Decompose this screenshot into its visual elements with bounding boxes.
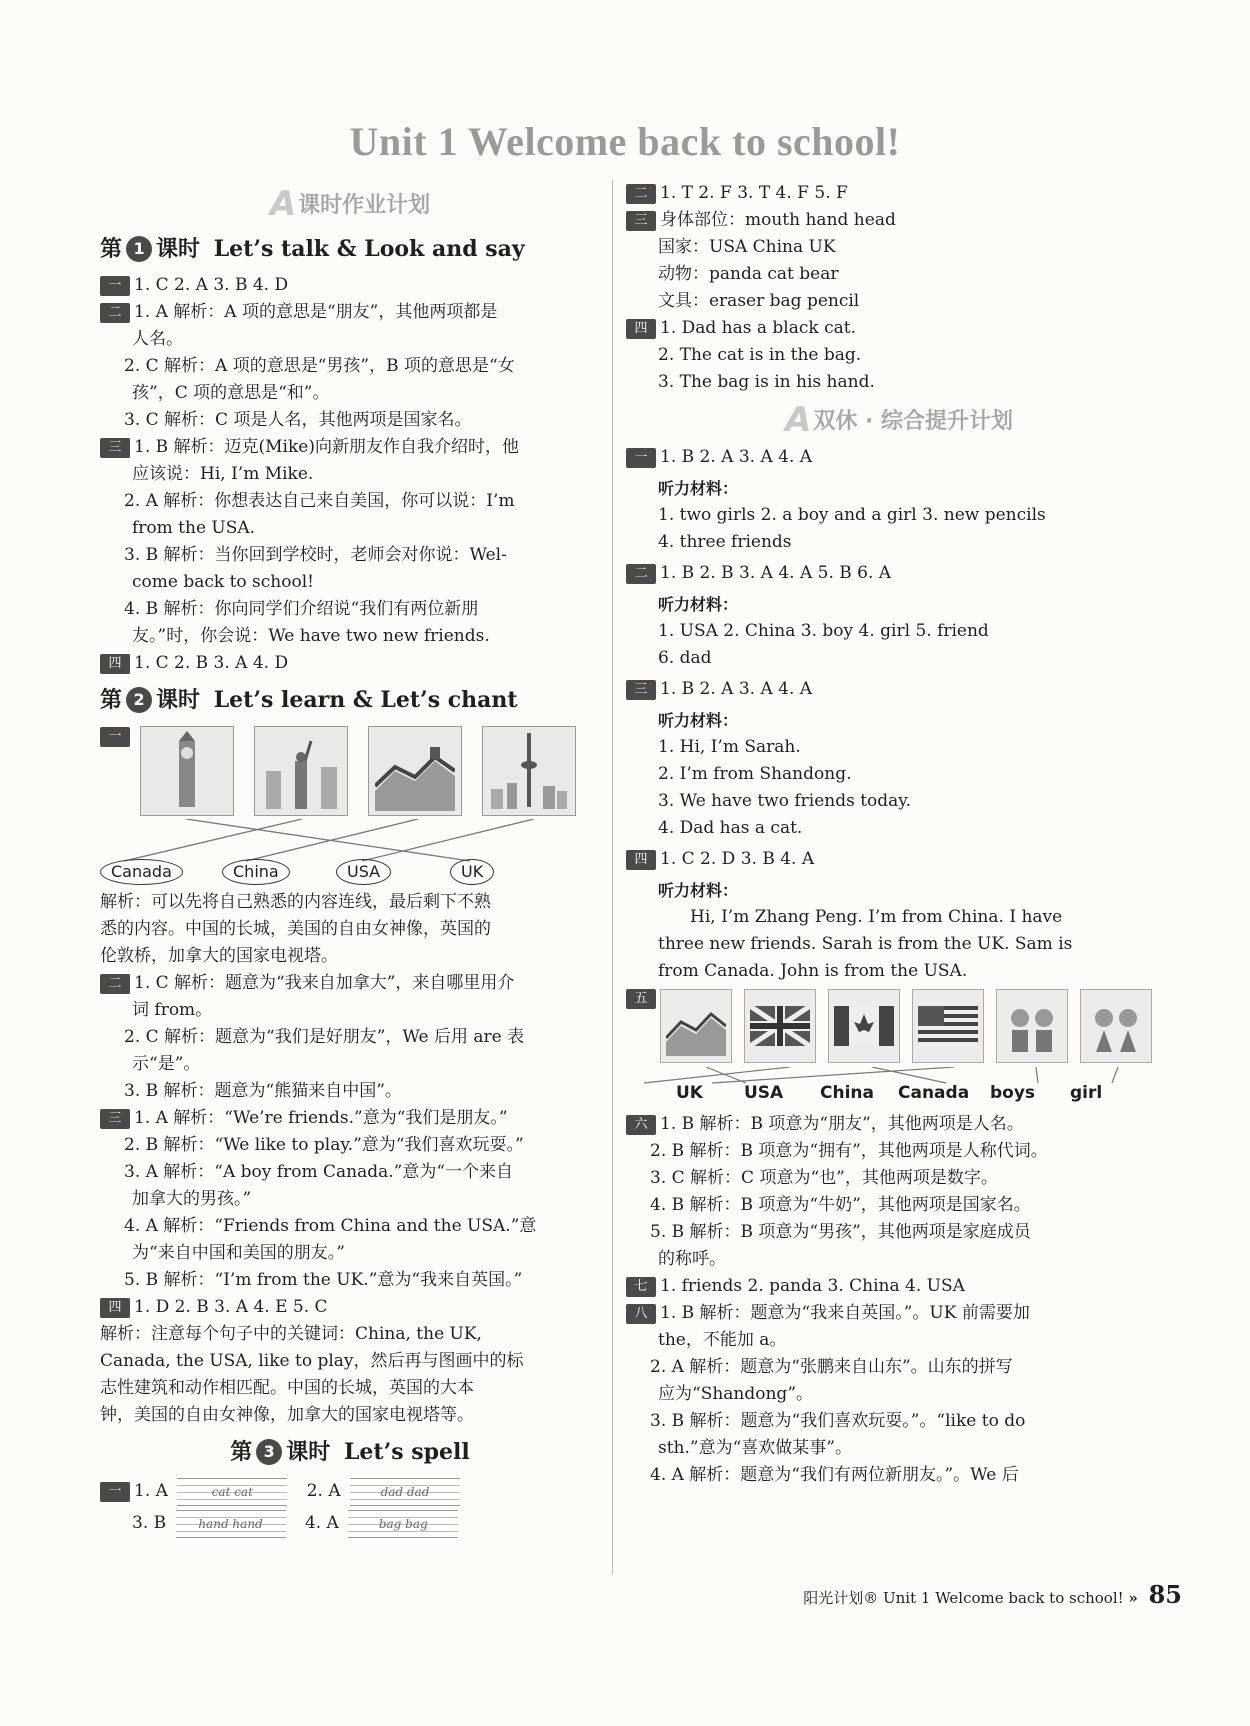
- answer-line: come back to school!: [132, 572, 314, 592]
- handwriting-line: hand hand: [176, 1510, 286, 1538]
- answer-line: 动物：panda cat bear: [658, 264, 839, 284]
- answer-line: 七 1. friends 2. panda 3. China 4. USA: [626, 1273, 1172, 1300]
- answer-line: 加拿大的男孩。”: [132, 1189, 252, 1209]
- answer-line: 4. B 解析：你向同学们介绍说“我们有两位新朋: [124, 599, 479, 619]
- listening-label: 听力材料：: [658, 711, 739, 730]
- uk-flag-icon: [744, 989, 816, 1063]
- footer-brand: 阳光计划®: [803, 1589, 879, 1607]
- listening-line: 1. two girls 2. a boy and a girl 3. new pencils: [658, 505, 1046, 525]
- word-oval-china: China: [222, 859, 290, 885]
- left-column: [100, 180, 600, 1539]
- section-marker: 五: [626, 989, 656, 1009]
- statue-of-liberty-icon: [254, 726, 348, 816]
- section-marker: 二: [626, 564, 656, 584]
- answer-line: 3. B 解析：题意为“我们喜欢玩耍。”。“like to do: [650, 1411, 1026, 1431]
- answer-line: 5. B 解析：B 项意为“男孩”，其他两项是家庭成员: [650, 1222, 1031, 1242]
- answer-line: 孩”，C 项的意思是“和”。: [132, 383, 330, 403]
- page-footer: [722, 1580, 1182, 1609]
- listening-line: 1. USA 2. China 3. boy 4. girl 5. friend: [658, 621, 989, 641]
- column-divider: [612, 180, 613, 1575]
- listening-label: 听力材料：: [658, 595, 739, 614]
- match-word-canada: Canada: [898, 1083, 970, 1103]
- answer-line: 一 1. C 2. A 3. B 4. D: [100, 272, 600, 299]
- answer-line: 3. A 解析：“A boy from Canada.”意为“一个来自: [124, 1162, 514, 1182]
- answer-line: 三 1. B 2. A 3. A 4. A: [626, 676, 1172, 703]
- answer-line: 2. B 解析：“We like to play.”意为“我们喜欢玩耍。”: [124, 1135, 524, 1155]
- word-oval-canada: Canada: [100, 859, 183, 885]
- listening-line: 1. Hi, I’m Sarah.: [658, 737, 801, 757]
- answer-line: 3. B hand hand 4. A bag bag: [100, 1507, 600, 1539]
- answer-line: 应为“Shandong”。: [658, 1384, 814, 1404]
- section-marker: 三: [100, 438, 130, 458]
- listening-label: 听力材料：: [658, 881, 739, 900]
- answer-line: from the USA.: [132, 518, 256, 538]
- word-oval-usa: USA: [336, 859, 391, 885]
- plan-heading-weekend: A双休 · 综合提升计划: [784, 400, 1013, 440]
- answer-line: 2. C 解析：A 项的意思是“男孩”，B 项的意思是“女: [124, 356, 515, 376]
- answer-line: 三 1. B 解析：迈克(Mike)向新朋友作自我介绍时，他: [100, 434, 600, 461]
- answer-line: the，不能加 a。: [658, 1330, 787, 1350]
- canada-flag-icon: [828, 989, 900, 1063]
- answer-line: 的称呼。: [658, 1249, 726, 1269]
- analysis-line: 志性建筑和动作相匹配。中国的长城，英国的大本: [100, 1378, 474, 1398]
- right-column: [626, 180, 1172, 1489]
- answer-line: 国家：USA China UK: [658, 237, 836, 257]
- country-words: [100, 819, 600, 889]
- answer-line: 2. The cat is in the bag.: [658, 345, 862, 365]
- handwriting-line: bag bag: [348, 1510, 458, 1538]
- word-oval-uk: UK: [450, 859, 494, 885]
- answer-line: 2. C 解析：题意为“我们是好朋友”，We 后用 are 表: [124, 1027, 525, 1047]
- answer-line: 4. B 解析：B 项意为“牛奶”，其他两项是国家名。: [650, 1195, 1031, 1215]
- big-ben-icon: [140, 726, 234, 816]
- boys-icon: [996, 989, 1068, 1063]
- answer-line: 3. C 解析：C 项意为“也”，其他两项是数字。: [650, 1168, 998, 1188]
- listening-line: 6. dad: [658, 648, 712, 668]
- answer-line: 八 1. B 解析：题意为“我来自英国。”。UK 前需要加: [626, 1300, 1172, 1327]
- listening-line: three new friends. Sarah is from the UK. Sam is: [658, 934, 1073, 954]
- lesson-3-heading: 第 3 课时 Let’s spell: [230, 1439, 470, 1465]
- answer-line: 词 from。: [132, 1000, 213, 1020]
- answer-line: 三 身体部位：mouth hand head: [626, 207, 1172, 234]
- answer-line: 4. A 解析：题意为“我们有两位新朋友。”。We 后: [650, 1465, 1019, 1485]
- answer-line: 二 1. T 2. F 3. T 4. F 5. F: [626, 180, 1172, 207]
- match-word-boys: boys: [990, 1083, 1036, 1103]
- matching-words: [626, 1067, 1172, 1111]
- section-marker: 八: [626, 1304, 656, 1324]
- usa-flag-icon: [912, 989, 984, 1063]
- answer-line: 2. A 解析：你想表达自己来自美国，你可以说：I’m: [124, 491, 515, 511]
- listening-line: 2. I’m from Shandong.: [658, 764, 852, 784]
- section-marker: 一: [100, 276, 130, 296]
- double-chevron-icon: »: [1128, 1589, 1138, 1607]
- match-word-uk: UK: [676, 1083, 703, 1103]
- matching-exercise: [626, 985, 1172, 1067]
- answer-line: 二 1. B 2. B 3. A 4. A 5. B 6. A: [626, 560, 1172, 587]
- section-marker: 七: [626, 1277, 656, 1297]
- answer-line: 六 1. B 解析：B 项意为“朋友”，其他两项是人名。: [626, 1111, 1172, 1138]
- a-plan-icon: A: [269, 184, 297, 224]
- answer-line: 2. A 解析：题意为“张鹏来自山东”。山东的拼写: [650, 1357, 1013, 1377]
- plan-heading-homework: A课时作业计划: [269, 184, 431, 224]
- landmark-pictures: [100, 723, 600, 819]
- page-title: Unit 1 Welcome back to school!: [349, 119, 901, 164]
- answer-line: 2. B 解析：B 项意为“拥有”，其他两项是人称代词。: [650, 1141, 1048, 1161]
- section-marker: 四: [100, 1298, 130, 1318]
- answer-line: 示“是”。: [132, 1054, 201, 1074]
- answer-line: 二 1. A 解析：A 项的意思是“朋友”，其他两项都是: [100, 299, 600, 326]
- section-marker: 三: [626, 211, 656, 231]
- answer-line: 人名。: [132, 329, 183, 349]
- a-plan-icon: A: [784, 400, 812, 440]
- listening-label: 听力材料：: [658, 479, 739, 498]
- section-marker: 一: [100, 1482, 130, 1502]
- section-marker: 三: [626, 680, 656, 700]
- matching-exercise: [100, 723, 600, 819]
- answer-line: 5. B 解析：“I’m from the UK.”意为“我来自英国。”: [124, 1270, 523, 1290]
- answer-line: 二 1. C 解析：题意为“我来自加拿大”，来自哪里用介: [100, 970, 600, 997]
- answer-line: 4. A 解析：“Friends from China and the USA.”意: [124, 1216, 537, 1236]
- answer-line: 3. The bag is in his hand.: [658, 372, 875, 392]
- great-wall-icon: [368, 726, 462, 816]
- answer-line: 3. B 解析：题意为“熊猫来自中国”。: [124, 1081, 402, 1101]
- answer-line: 3. C 解析：C 项是人名，其他两项是国家名。: [124, 410, 472, 430]
- great-wall-icon: [660, 989, 732, 1063]
- analysis-line: 悉的内容。中国的长城，美国的自由女神像，英国的: [100, 919, 491, 939]
- section-marker: 六: [626, 1115, 656, 1135]
- section-marker: 四: [626, 319, 656, 339]
- section-marker: 四: [626, 850, 656, 870]
- section-marker: 一: [626, 448, 656, 468]
- match-word-girl: girl: [1070, 1083, 1103, 1103]
- handwriting-line: dad dad: [350, 1478, 460, 1506]
- analysis-line: 钟，美国的自由女神像，加拿大的国家电视塔等。: [100, 1405, 474, 1425]
- answer-line: 四 1. C 2. B 3. A 4. D: [100, 650, 600, 677]
- footer-unit: Unit 1 Welcome back to school!: [883, 1589, 1124, 1607]
- listening-line: 4. Dad has a cat.: [658, 818, 803, 838]
- answer-line: sth.”意为“喜欢做某事”。: [658, 1438, 852, 1458]
- lesson-2-heading: 第 2 课时 Let’s learn & Let’s chant: [100, 687, 518, 713]
- analysis-line: 解析：可以先将自己熟悉的内容连线，最后剩下不熟: [100, 892, 491, 912]
- listening-line: Hi, I’m Zhang Peng. I’m from China. I have: [690, 907, 1063, 927]
- lesson-number-badge: 3: [256, 1439, 282, 1465]
- section-marker: 四: [100, 654, 130, 674]
- analysis-line: 解析：注意每个句子中的关键词：China, the UK,: [100, 1324, 482, 1344]
- cn-tower-icon: [482, 726, 576, 816]
- answer-line: 四 1. C 2. D 3. B 4. A: [626, 846, 1172, 873]
- matching-lines: [100, 819, 600, 863]
- lesson-number-badge: 1: [126, 236, 152, 262]
- answer-line: 应该说：Hi, I’m Mike.: [132, 464, 314, 484]
- girls-icon: [1080, 989, 1152, 1063]
- answer-line: 友。”时，你会说：We have two new friends.: [132, 626, 490, 646]
- match-word-china: China: [820, 1083, 874, 1103]
- answer-line: 一 1. B 2. A 3. A 4. A: [626, 444, 1172, 471]
- page-number: 85: [1148, 1580, 1182, 1609]
- listening-line: from Canada. John is from the USA.: [658, 961, 968, 981]
- matching-pictures: [626, 985, 1172, 1067]
- answer-line: 三 1. A 解析：“We’re friends.”意为“我们是朋友。”: [100, 1105, 600, 1132]
- section-marker: 二: [100, 974, 130, 994]
- answer-line: 一 1. A cat cat 2. A dad dad: [100, 1475, 600, 1507]
- lesson-number-badge: 2: [126, 687, 152, 713]
- section-marker: 三: [100, 1109, 130, 1129]
- answer-line: 四 1. Dad has a black cat.: [626, 315, 1172, 342]
- listening-line: 3. We have two friends today.: [658, 791, 912, 811]
- analysis-line: 伦敦桥，加拿大的国家电视塔。: [100, 946, 338, 966]
- handwriting-line: cat cat: [177, 1478, 287, 1506]
- listening-line: 4. three friends: [658, 532, 792, 552]
- answer-line: 为“来自中国和美国的朋友。”: [132, 1243, 345, 1263]
- answer-line: 3. B 解析：当你回到学校时，老师会对你说：Wel-: [124, 545, 507, 565]
- analysis-line: Canada, the USA, like to play，然后再与图画中的标: [100, 1351, 524, 1371]
- section-marker: 二: [100, 303, 130, 323]
- section-marker: 一: [100, 727, 130, 747]
- lesson-1-heading: 第 1 课时 Let’s talk & Look and say: [100, 236, 525, 262]
- match-word-usa: USA: [744, 1083, 784, 1103]
- answer-line: 四 1. D 2. B 3. A 4. E 5. C: [100, 1294, 600, 1321]
- section-marker: 二: [626, 184, 656, 204]
- answer-line: 文具：eraser bag pencil: [658, 291, 860, 311]
